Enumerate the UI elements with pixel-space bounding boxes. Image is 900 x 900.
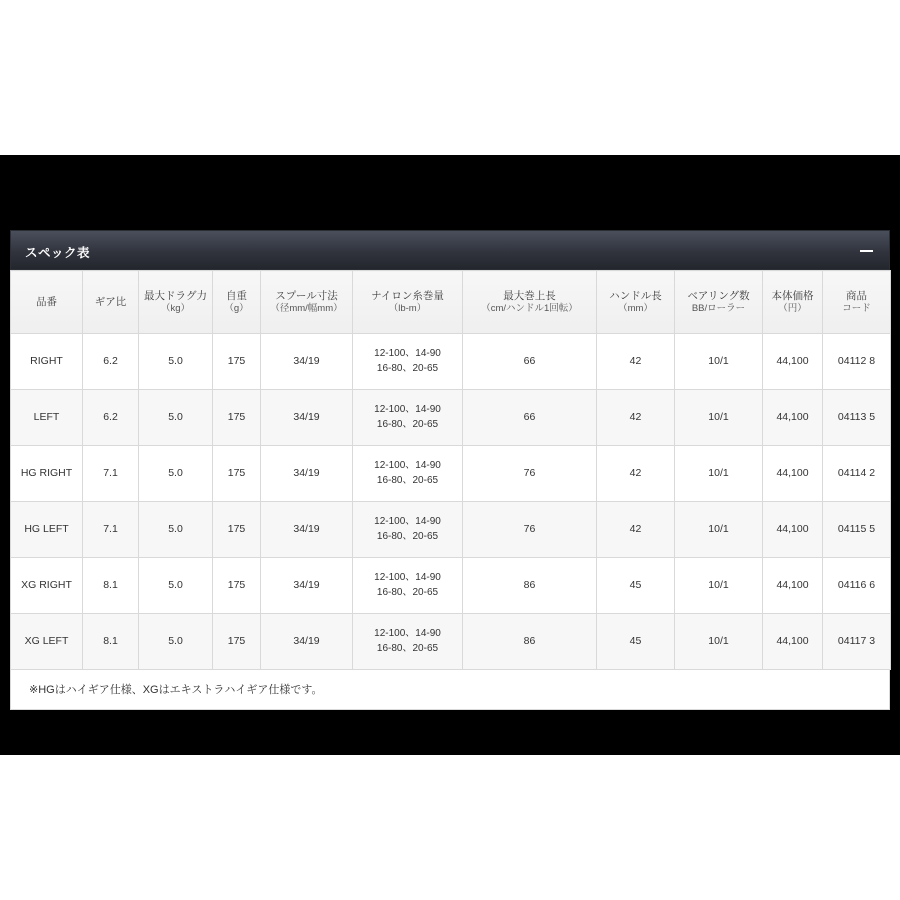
cell-weight: 175 <box>213 558 261 614</box>
cell-bearings: 10/1 <box>675 502 763 558</box>
cell-model: LEFT <box>11 390 83 446</box>
col-header-line-capacity-main: ナイロン糸巻量 <box>371 289 444 302</box>
col-header-model <box>11 271 83 334</box>
col-header-max-drag <box>139 271 213 334</box>
cell-model: XG RIGHT <box>11 558 83 614</box>
cell-spool: 34/19 <box>261 614 353 670</box>
col-header-line-capacity-sub: （lb-m） <box>388 302 427 314</box>
cell-gear-ratio: 8.1 <box>83 614 139 670</box>
cell-line-capacity-line2: 16-80、20-65 <box>376 418 439 430</box>
cell-max-drag: 5.0 <box>139 502 213 558</box>
col-header-weight-sub: （g） <box>224 302 249 314</box>
cell-spool: 34/19 <box>261 334 353 390</box>
cell-price: 44,100 <box>763 446 823 502</box>
cell-line-capacity <box>353 390 463 446</box>
col-header-weight-main: 自重 <box>226 289 247 302</box>
cell-line-capacity-line1: 12-100、14-90 <box>374 516 441 527</box>
col-header-gear-ratio <box>83 271 139 334</box>
cell-spool: 34/19 <box>261 558 353 614</box>
col-header-bearings-main: ベアリング数 <box>687 289 750 302</box>
cell-handle: 42 <box>597 390 675 446</box>
col-header-code-sub: コード <box>842 302 871 314</box>
cell-line-capacity-line1: 12-100、14-90 <box>374 572 441 583</box>
cell-bearings: 10/1 <box>675 614 763 670</box>
minus-icon[interactable] <box>860 250 873 252</box>
cell-handle: 45 <box>597 558 675 614</box>
cell-line-capacity-line2: 16-80、20-65 <box>376 642 439 654</box>
col-header-max-drag-main: 最大ドラグ力 <box>144 289 207 302</box>
col-header-max-drag-sub: （kg） <box>160 302 191 314</box>
col-header-price-main: 本体価格 <box>771 289 814 302</box>
cell-retrieve: 86 <box>463 614 597 670</box>
spec-table-panel <box>10 230 890 710</box>
col-header-spool-main: スプール寸法 <box>275 289 338 302</box>
cell-line-capacity-line1: 12-100、14-90 <box>374 404 441 415</box>
cell-retrieve: 76 <box>463 446 597 502</box>
cell-retrieve: 66 <box>463 390 597 446</box>
cell-line-capacity-line2: 16-80、20-65 <box>376 586 439 598</box>
col-header-spool <box>261 271 353 334</box>
col-header-retrieve <box>463 271 597 334</box>
cell-handle: 42 <box>597 334 675 390</box>
cell-line-capacity-line1: 12-100、14-90 <box>374 348 441 359</box>
cell-code: 04115 5 <box>823 502 891 558</box>
col-header-spool-sub: （径mm/幅mm） <box>270 302 343 314</box>
cell-max-drag: 5.0 <box>139 446 213 502</box>
spec-table <box>10 270 891 670</box>
cell-weight: 175 <box>213 614 261 670</box>
cell-model: HG LEFT <box>11 502 83 558</box>
col-header-price-sub: （円） <box>778 302 807 314</box>
table-row <box>11 334 891 390</box>
cell-gear-ratio: 6.2 <box>83 334 139 390</box>
cell-price: 44,100 <box>763 390 823 446</box>
cell-weight: 175 <box>213 334 261 390</box>
cell-spool: 34/19 <box>261 502 353 558</box>
spec-panel-header[interactable] <box>10 230 890 270</box>
cell-line-capacity-line2: 16-80、20-65 <box>376 530 439 542</box>
col-header-handle-main: ハンドル長 <box>609 289 662 302</box>
col-header-price <box>763 271 823 334</box>
cell-price: 44,100 <box>763 502 823 558</box>
cell-model: RIGHT <box>11 334 83 390</box>
cell-gear-ratio: 6.2 <box>83 390 139 446</box>
cell-max-drag: 5.0 <box>139 558 213 614</box>
cell-line-capacity-line1: 12-100、14-90 <box>374 460 441 471</box>
cell-handle: 42 <box>597 502 675 558</box>
col-header-gear-ratio-main: ギア比 <box>94 295 127 308</box>
table-row <box>11 502 891 558</box>
col-header-retrieve-sub: （cm/ハンドル1回転） <box>481 302 578 314</box>
cell-handle: 42 <box>597 446 675 502</box>
cell-handle: 45 <box>597 614 675 670</box>
cell-line-capacity <box>353 558 463 614</box>
cell-max-drag: 5.0 <box>139 614 213 670</box>
table-row <box>11 390 891 446</box>
cell-retrieve: 66 <box>463 334 597 390</box>
cell-model: HG RIGHT <box>11 446 83 502</box>
cell-spool: 34/19 <box>261 390 353 446</box>
table-row <box>11 614 891 670</box>
spec-table-head <box>11 271 891 334</box>
col-header-line-capacity <box>353 271 463 334</box>
cell-code: 04117 3 <box>823 614 891 670</box>
cell-price: 44,100 <box>763 614 823 670</box>
cell-retrieve: 76 <box>463 502 597 558</box>
cell-line-capacity <box>353 614 463 670</box>
cell-bearings: 10/1 <box>675 390 763 446</box>
cell-line-capacity-line2: 16-80、20-65 <box>376 362 439 374</box>
col-header-bearings-sub: BB/ローラー <box>691 302 746 314</box>
cell-code: 04112 8 <box>823 334 891 390</box>
cell-weight: 175 <box>213 502 261 558</box>
cell-line-capacity <box>353 502 463 558</box>
table-row <box>11 558 891 614</box>
col-header-code-main: 商品 <box>846 289 867 302</box>
cell-weight: 175 <box>213 446 261 502</box>
panel-title: スペック表 <box>25 246 91 260</box>
col-header-code <box>823 271 891 334</box>
col-header-handle <box>597 271 675 334</box>
cell-max-drag: 5.0 <box>139 334 213 390</box>
cell-max-drag: 5.0 <box>139 390 213 446</box>
cell-line-capacity <box>353 446 463 502</box>
cell-model: XG LEFT <box>11 614 83 670</box>
table-row <box>11 446 891 502</box>
col-header-weight <box>213 271 261 334</box>
table-header-row <box>11 271 891 334</box>
cell-price: 44,100 <box>763 558 823 614</box>
cell-spool: 34/19 <box>261 446 353 502</box>
col-header-model-main: 品番 <box>36 295 57 308</box>
cell-code: 04113 5 <box>823 390 891 446</box>
cell-weight: 175 <box>213 390 261 446</box>
cell-bearings: 10/1 <box>675 446 763 502</box>
col-header-retrieve-main: 最大巻上長 <box>503 289 556 302</box>
spec-table-body <box>11 334 891 670</box>
cell-retrieve: 86 <box>463 558 597 614</box>
cell-gear-ratio: 7.1 <box>83 502 139 558</box>
col-header-bearings <box>675 271 763 334</box>
col-header-handle-sub: （mm） <box>618 302 653 314</box>
cell-gear-ratio: 8.1 <box>83 558 139 614</box>
cell-line-capacity-line1: 12-100、14-90 <box>374 628 441 639</box>
cell-code: 04116 6 <box>823 558 891 614</box>
cell-price: 44,100 <box>763 334 823 390</box>
cell-gear-ratio: 7.1 <box>83 446 139 502</box>
cell-line-capacity-line2: 16-80、20-65 <box>376 474 439 486</box>
cell-bearings: 10/1 <box>675 558 763 614</box>
spec-note: ※HGはハイギア仕様、XGはエキストラハイギア仕様です。 <box>10 670 890 710</box>
cell-bearings: 10/1 <box>675 334 763 390</box>
cell-code: 04114 2 <box>823 446 891 502</box>
cell-line-capacity <box>353 334 463 390</box>
